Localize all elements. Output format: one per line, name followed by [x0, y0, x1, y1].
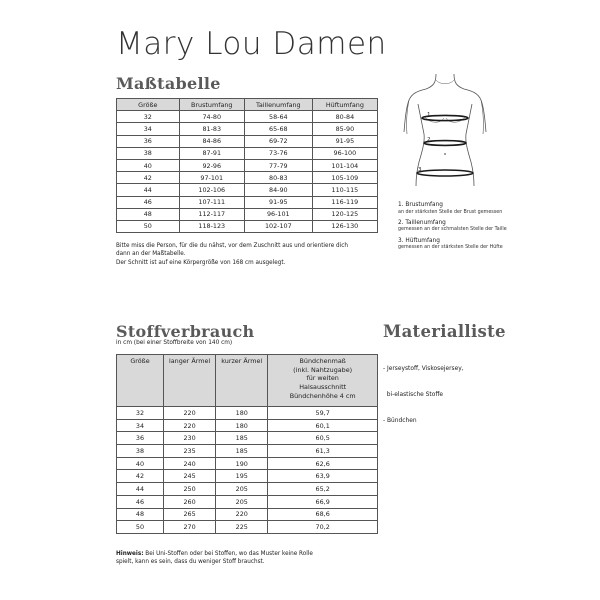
marker-1: 1 — [427, 112, 431, 118]
table-cell: 69-72 — [244, 135, 312, 147]
table-cell: 96-101 — [244, 208, 312, 220]
note-line: Der Schnitt ist auf eine Körpergröße von 168 cm ausgelegt. — [116, 259, 286, 266]
table-cell: 235 — [163, 445, 215, 458]
figure-legend — [398, 202, 588, 251]
table-cell: 102-107 — [244, 220, 312, 232]
fabric-table — [116, 354, 378, 534]
legend-sub: an der stärksten Stelle der Brust gemessen — [398, 209, 503, 215]
size-table-row — [117, 220, 378, 232]
table-cell: 74-80 — [179, 111, 244, 123]
table-cell: 34 — [117, 123, 180, 135]
table-cell: 180 — [216, 419, 268, 432]
table-cell: 46 — [117, 495, 164, 508]
table-cell: 68,6 — [268, 508, 378, 521]
table-cell: 60,5 — [268, 432, 378, 445]
table-cell: 270 — [163, 521, 215, 534]
table-cell: 260 — [163, 495, 215, 508]
size-table-heading: Maßtabelle — [116, 74, 221, 93]
materials-item: - Jerseystoff, Viskosejersey, — [383, 366, 464, 373]
note-line: dann an der Maßtabelle. — [116, 251, 186, 258]
fabric-table-header: Größe — [117, 355, 164, 407]
table-cell: 84-86 — [179, 135, 244, 147]
table-cell: 48 — [117, 208, 180, 220]
table-cell: 44 — [117, 483, 164, 496]
size-table-header: Brustumfang — [179, 99, 244, 111]
marker-2: 2 — [427, 137, 431, 143]
size-table — [116, 98, 378, 233]
materials-item: - Bündchen — [383, 417, 417, 424]
fabric-table-row — [117, 407, 378, 420]
fabric-table-row — [117, 432, 378, 445]
table-cell: 42 — [117, 172, 180, 184]
table-cell: 77-79 — [244, 159, 312, 171]
table-cell: 63,9 — [268, 470, 378, 483]
table-cell: 102-106 — [179, 184, 244, 196]
table-cell: 66,9 — [268, 495, 378, 508]
table-cell: 34 — [117, 419, 164, 432]
table-cell: 60,1 — [268, 419, 378, 432]
table-cell: 245 — [163, 470, 215, 483]
table-cell: 40 — [117, 457, 164, 470]
size-table-row — [117, 123, 378, 135]
table-cell: 91-95 — [312, 135, 377, 147]
size-table-row — [117, 111, 378, 123]
table-cell: 265 — [163, 508, 215, 521]
legend-sub: gemessen an der schmalsten Stelle der Taille — [398, 227, 507, 233]
table-cell: 240 — [163, 457, 215, 470]
fabric-table-row — [117, 483, 378, 496]
fabric-table-row — [117, 419, 378, 432]
table-cell: 185 — [216, 432, 268, 445]
fabric-table-heading: Stoffverbrauch — [116, 322, 255, 341]
table-cell: 36 — [117, 432, 164, 445]
size-table-row — [117, 147, 378, 159]
size-table-row — [117, 184, 378, 196]
table-cell: 205 — [216, 483, 268, 496]
table-cell: 220 — [163, 419, 215, 432]
fabric-table-row — [117, 445, 378, 458]
fabric-table-row — [117, 470, 378, 483]
table-cell: 195 — [216, 470, 268, 483]
size-table-row — [117, 135, 378, 147]
table-cell: 230 — [163, 432, 215, 445]
table-cell: 116-119 — [312, 196, 377, 208]
size-table-header: Größe — [117, 99, 180, 111]
size-table-row — [117, 159, 378, 171]
table-cell: 190 — [216, 457, 268, 470]
fabric-table-header: kurzer Ärmel — [216, 355, 268, 407]
table-cell: 38 — [117, 147, 180, 159]
table-cell: 87-91 — [179, 147, 244, 159]
table-cell: 36 — [117, 135, 180, 147]
table-cell: 70,2 — [268, 521, 378, 534]
legend-label: 2. Taillenumfang — [398, 219, 446, 226]
table-cell: 180 — [216, 407, 268, 420]
materials-item: bi-elastische Stoffe — [383, 391, 444, 398]
materials-heading: Materialliste — [383, 322, 506, 341]
table-cell: 50 — [117, 521, 164, 534]
table-cell: 118-123 — [179, 220, 244, 232]
size-table-header: Taillenumfang — [244, 99, 312, 111]
table-cell: 50 — [117, 220, 180, 232]
table-cell: 59,7 — [268, 407, 378, 420]
table-cell: 91-95 — [244, 196, 312, 208]
fabric-table-row — [117, 495, 378, 508]
table-cell: 73-76 — [244, 147, 312, 159]
table-cell: 185 — [216, 445, 268, 458]
size-table-header: Hüftumfang — [312, 99, 377, 111]
table-cell: 107-111 — [179, 196, 244, 208]
table-cell: 42 — [117, 470, 164, 483]
table-cell: 105-109 — [312, 172, 377, 184]
table-cell: 205 — [216, 495, 268, 508]
fabric-hint — [116, 550, 386, 567]
materials-list — [383, 348, 464, 434]
fabric-table-subheading: in cm (bei einer Stoffbreite von 140 cm) — [116, 340, 233, 346]
table-cell: 92-96 — [179, 159, 244, 171]
legend-item — [398, 202, 588, 216]
legend-label: 3. Hüftumfang — [398, 237, 440, 244]
marker-3: 3 — [418, 167, 422, 173]
table-cell: 84-90 — [244, 184, 312, 196]
table-cell: 220 — [163, 407, 215, 420]
fabric-table-header: langer Ärmel — [163, 355, 215, 407]
table-cell: 126-130 — [312, 220, 377, 232]
table-cell: 65-68 — [244, 123, 312, 135]
table-cell: 48 — [117, 508, 164, 521]
table-cell: 120-125 — [312, 208, 377, 220]
table-cell: 38 — [117, 445, 164, 458]
note-line: Bitte miss die Person, für die du nähst, vor dem Zuschnitt aus und orientiere dich — [116, 243, 348, 249]
table-cell: 96-100 — [312, 147, 377, 159]
table-cell: 65,2 — [268, 483, 378, 496]
table-cell: 80-83 — [244, 172, 312, 184]
legend-label: 1. Brustumfang — [398, 202, 443, 208]
table-cell: 101-104 — [312, 159, 377, 171]
table-cell: 97-101 — [179, 172, 244, 184]
table-cell: 220 — [216, 508, 268, 521]
table-cell: 32 — [117, 407, 164, 420]
table-cell: 58-64 — [244, 111, 312, 123]
hint-label: Hinweis: — [116, 551, 144, 557]
table-cell: 110-115 — [312, 184, 377, 196]
table-cell: 44 — [117, 184, 180, 196]
legend-sub: gemessen an der stärksten Stelle der Hüfte — [398, 245, 503, 251]
table-cell: 62,6 — [268, 457, 378, 470]
table-cell: 46 — [117, 196, 180, 208]
page-title: Mary Lou Damen — [116, 26, 387, 62]
fabric-table-row — [117, 508, 378, 521]
hint-text: Bei Uni-Stoffen oder bei Stoffen, wo das Muster keine Rolle — [143, 551, 313, 557]
table-cell: 225 — [216, 521, 268, 534]
table-cell: 250 — [163, 483, 215, 496]
fabric-table-row — [117, 457, 378, 470]
legend-item — [398, 220, 588, 234]
table-cell: 40 — [117, 159, 180, 171]
size-table-row — [117, 172, 378, 184]
legend-item — [398, 238, 588, 252]
size-table-row — [117, 208, 378, 220]
table-cell: 81-83 — [179, 123, 244, 135]
hint-text: spielt, kann es sein, dass du weniger Stoff brauchst. — [116, 559, 265, 566]
size-table-row — [117, 196, 378, 208]
table-cell: 85-90 — [312, 123, 377, 135]
body-measurement-figure — [400, 70, 490, 190]
table-cell: 80-84 — [312, 111, 377, 123]
fabric-table-header: Bündchenmaß (inkl. Nahtzugabe) für weiten Halsausschnitt Bündchenhöhe 4 cm — [268, 355, 378, 407]
table-cell: 112-117 — [179, 208, 244, 220]
table-cell: 61,3 — [268, 445, 378, 458]
size-table-note — [116, 242, 386, 267]
table-cell: 32 — [117, 111, 180, 123]
fabric-table-row — [117, 521, 378, 534]
